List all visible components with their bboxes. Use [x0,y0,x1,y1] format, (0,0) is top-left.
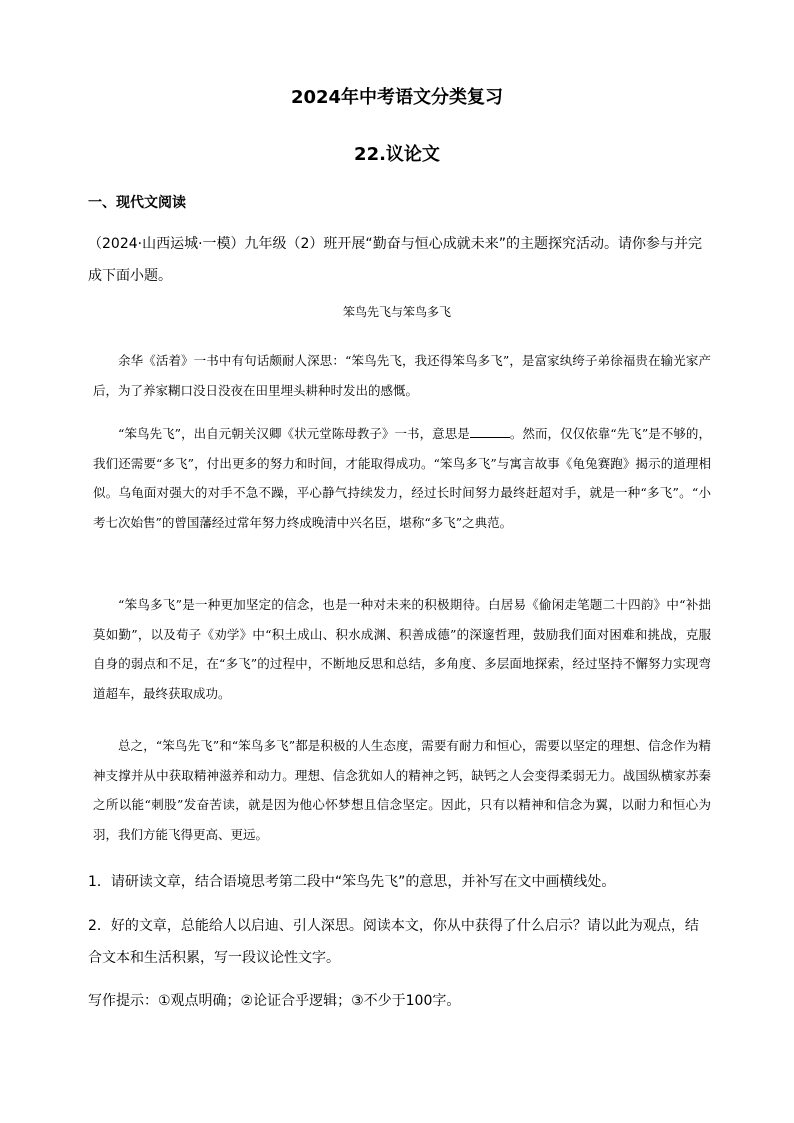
essay-paragraph-3: “笨鸟多飞”是一种更加坚定的信念，也是一种对未来的积极期待。白居易《偷闲走笔题二十四韵》中“补拙莫如勤”，以及荀子《劝学》中“积土成山、积水成渊、积善成德”的深邃哲理，鼓励我们面对困难和挑战，克服自身的弱点和不足，在“多飞”的过程中，不断地反思和总结，多角度、多层面地探索，经过坚持不懈努力实现弯道超车，最终获取成功。 [93,597,711,701]
essay-title: 笨鸟先飞与笨鸟多飞 [342,305,451,319]
document-subtitle: 22.议论文 [354,144,440,165]
essay-paragraph-2 [93,419,711,537]
question-2: 2．好的文章，总能给人以启迪、引人深思。阅读本文，你从中获得了什么启示？请以此为观点，结合文本和生活积累，写一段议论性文字。 [88,918,699,966]
paragraph-2-text-before: “笨鸟先飞”，出自元朝关汉卿《状元堂陈母教子》一书，意思是 [118,426,470,441]
paragraph-2-text-after: 。然而，仅仅依靠“先飞”是不够的，我们还需要“多飞”，付出更多的努力和时间，才能取得成功。“笨鸟多飞”与寓言故事《龟兔赛跑》揭示的道理相似。乌龟面对强大的对手不急不躁，平心静气持续发力，经过长时间努力最终赶超对手，就是一种“多飞”。“小考七次始售”的曾国藩经过常年努力终成晚清中兴名臣，堪称“多飞”之典范。 [93,426,711,530]
fill-in-blank [470,425,510,438]
document-title: 2024年中考语文分类复习 [290,87,504,108]
section-intro: （2024·山西运城·一模）九年级（2）班开展“勤奋与恒心成就未来”的主题探究活动。请你参与并完成下面小题。 [88,236,702,284]
essay-paragraph-4: 总之，“笨鸟先飞”和“笨鸟多飞”都是积极的人生态度，需要有耐力和恒心，需要以坚定的理想、信念作为精神支撑并从中获取精神滋养和动力。理想、信念犹如人的精神之钙，缺钙之人会变得柔弱无力。战国纵横家苏秦之所以能“刺股”发奋苦读，就是因为他心怀梦想且信念坚定。因此，只有以精神和信念为翼，以耐力和恒心为羽，我们方能飞得更高、更远。 [93,738,711,842]
question-1: 1．请研读文章，结合语境思考第二段中“笨鸟先飞”的意思，并补写在文中画横线处。 [88,874,616,890]
section-heading: 一、现代文阅读 [88,195,186,211]
essay-paragraph-1: 余华《活着》一书中有句话颇耐人深思：“笨鸟先飞，我还得笨鸟多飞”，是富家纨绔子弟徐福贵在输光家产后，为了养家糊口没日没夜在田里埋头耕种时发出的感慨。 [93,353,711,398]
writing-hint: 写作提示：①观点明确；②论证合乎逻辑；③不少于100字。 [88,993,461,1009]
